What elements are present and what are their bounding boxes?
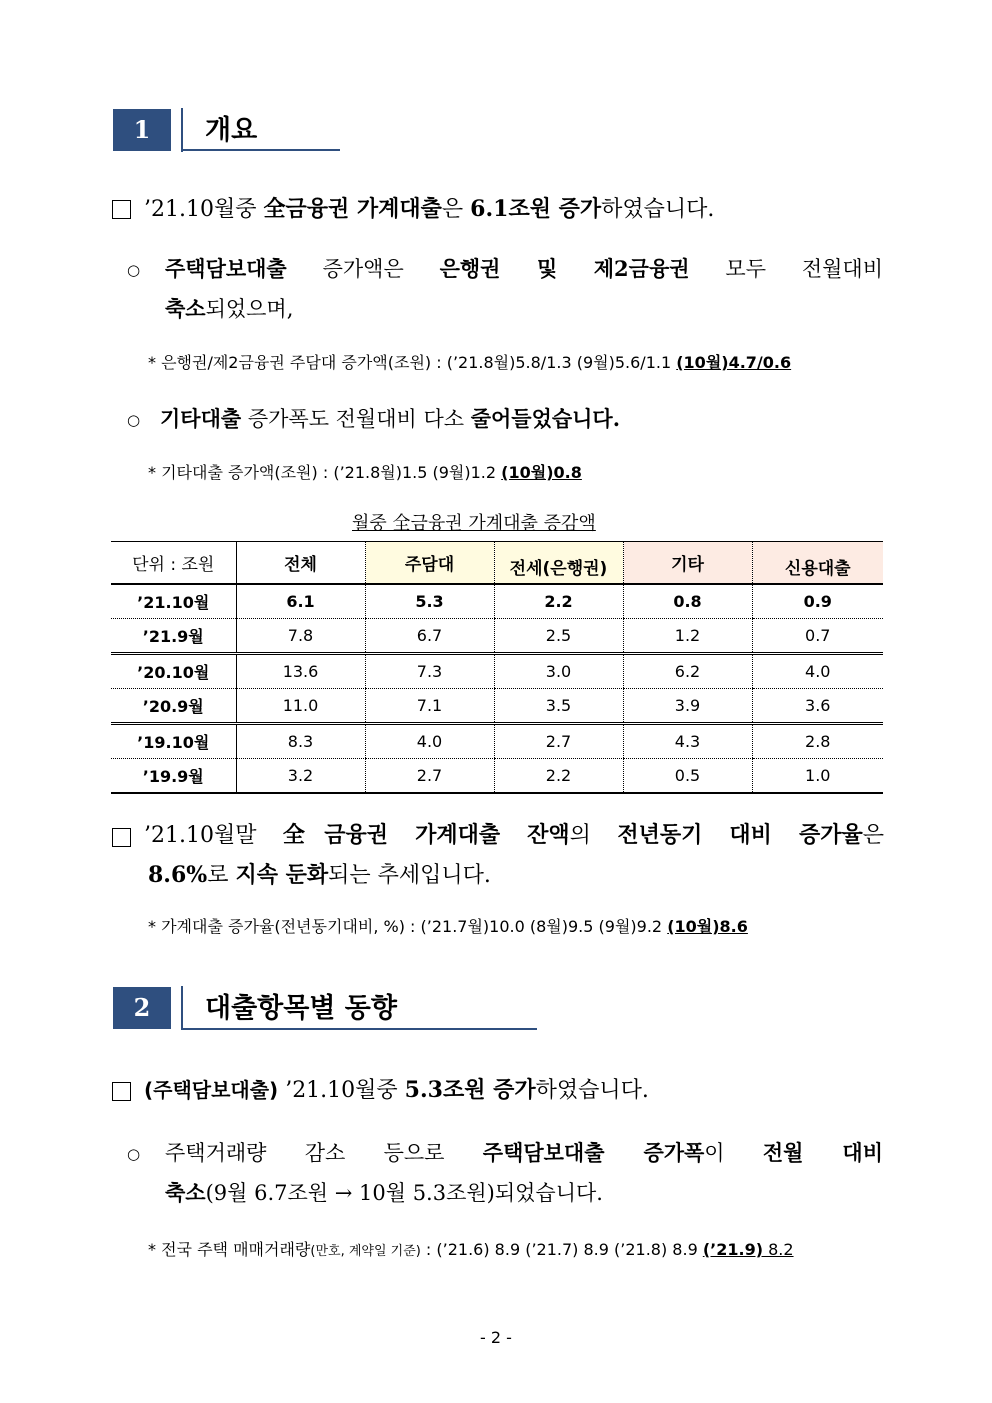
sub-paragraph-1-line-2	[165, 289, 293, 329]
text: * 가계대출 증가율(전년동기대비, %) : (’21.7월)10.0 (8월)9.5 (9월)9.2	[148, 917, 668, 936]
text: * 은행권/제2금융권 주담대 증가액(조원) : (’21.8월)5.8/1.3 (9월)5.6/1.1	[148, 353, 677, 372]
table-row	[111, 759, 883, 794]
header-credit: 신용대출	[752, 542, 883, 585]
sub-paragraph-3-line-1	[165, 1133, 883, 1173]
paragraph-1	[144, 190, 894, 229]
text: ’21.10월중	[278, 1078, 405, 1103]
cell: 0.9	[752, 584, 883, 619]
paragraph-2-line-1	[144, 816, 884, 855]
cell: 3.9	[623, 689, 752, 724]
text: 줄어들었습니다.	[470, 406, 621, 431]
header-other: 기타	[623, 542, 752, 585]
cell: 6.7	[365, 619, 494, 654]
cell: 6.2	[623, 654, 752, 689]
text: (10월)4.7/0.6	[676, 353, 792, 372]
cell: 2.7	[494, 724, 623, 759]
cell: 7.8	[236, 619, 365, 654]
cell: 2.2	[494, 759, 623, 794]
section-underline-1	[182, 149, 340, 151]
text: 하였습니다.	[601, 197, 715, 222]
cell: 0.7	[752, 619, 883, 654]
cell: 3.5	[494, 689, 623, 724]
cell: 4.3	[623, 724, 752, 759]
cell: 5.3	[365, 584, 494, 619]
cell: 1.2	[623, 619, 752, 654]
table-row	[111, 619, 883, 654]
text: 5.3조원 증가	[404, 1077, 536, 1103]
text: 증가폭도 전월대비 다소	[241, 407, 471, 431]
text: (9월 6.7조원 → 10월 5.3조원)되었습니다.	[205, 1181, 603, 1205]
text: 주택담보대출 증가폭	[482, 1140, 705, 1165]
note-1	[148, 351, 791, 375]
unit-label: 단위 : 조원	[111, 542, 236, 585]
checkbox-bullet	[112, 828, 131, 847]
section-underline-2	[182, 1028, 537, 1030]
text: (10월)8.6	[667, 917, 748, 936]
cell: 2.8	[752, 724, 883, 759]
text: 全금융권 가계대출	[263, 196, 442, 222]
text: 되었으며,	[205, 297, 294, 321]
text: (’21.9)	[702, 1240, 764, 1259]
text: * 기타대출 증가액(조원) : (’21.8월)1.5 (9월)1.2	[148, 463, 502, 482]
section-title-1: 개요	[205, 115, 258, 146]
cell: 4.0	[365, 724, 494, 759]
text: 주택담보대출	[165, 256, 287, 281]
text: 주택거래량 감소 등으로	[165, 1141, 483, 1165]
section-divider-1	[181, 108, 183, 152]
circle-bullet: ○	[127, 411, 141, 429]
header-mortgage: 주담대	[365, 542, 494, 585]
sub-paragraph-1-line-1	[165, 249, 883, 289]
text: 의	[569, 823, 618, 848]
section-divider-2	[181, 986, 183, 1030]
cell: 4.0	[752, 654, 883, 689]
row-label: ’20.9월	[111, 689, 236, 724]
text: ’21.10월중	[144, 197, 264, 222]
cell: 1.0	[752, 759, 883, 794]
text: 모두 전월대비	[689, 257, 883, 281]
text: 축소	[165, 1180, 206, 1205]
cell: 3.6	[752, 689, 883, 724]
cell: 7.1	[365, 689, 494, 724]
sub-paragraph-3-line-2	[165, 1173, 603, 1213]
text: 전년동기 대비 증가율	[617, 822, 863, 848]
text: 이	[704, 1141, 763, 1165]
cell: 3.0	[494, 654, 623, 689]
sub-paragraph-2	[160, 399, 620, 439]
note-4	[148, 1238, 794, 1264]
row-label: ’19.10월	[111, 724, 236, 759]
page-number: - 2 -	[480, 1328, 512, 1347]
text: 지속 둔화	[235, 862, 329, 888]
text: 로	[207, 863, 236, 888]
table-header-row	[111, 542, 883, 585]
text: (만호, 계약일 기준)	[310, 1244, 421, 1259]
paragraph-3	[144, 1071, 649, 1110]
paragraph-2-line-2	[148, 856, 491, 895]
section-number-2: 2	[113, 987, 171, 1029]
text: (주택담보대출)	[144, 1078, 279, 1102]
note-3	[148, 915, 748, 939]
row-label: ’19.9월	[111, 759, 236, 794]
text: 은행권 및 제2금융권	[439, 256, 690, 281]
header-jeonse: 전세(은행권)	[494, 542, 623, 585]
cell: 3.2	[236, 759, 365, 794]
text: 증가액은	[286, 257, 440, 281]
table-row	[111, 689, 883, 724]
loan-change-table	[111, 541, 883, 794]
circle-bullet: ○	[127, 261, 141, 279]
cell: 0.8	[623, 584, 752, 619]
text: (10월)0.8	[501, 463, 582, 482]
note-2	[148, 461, 582, 485]
cell: 0.5	[623, 759, 752, 794]
cell: 2.5	[494, 619, 623, 654]
text: 은	[862, 823, 884, 848]
row-label: ’21.10월	[111, 584, 236, 619]
text: 8.2	[763, 1240, 794, 1259]
text: * 전국 주택 매매거래량	[148, 1240, 311, 1259]
text: : (’21.6) 8.9 (’21.7) 8.9 (’21.8) 8.9	[420, 1240, 703, 1259]
row-label: ’21.9월	[111, 619, 236, 654]
section-title-2: 대출항목별 동향	[205, 993, 397, 1024]
checkbox-bullet	[112, 1082, 131, 1101]
cell: 13.6	[236, 654, 365, 689]
text: 8.6%	[148, 862, 208, 888]
header-total: 전체	[236, 542, 365, 585]
cell: 7.3	[365, 654, 494, 689]
section-number-1: 1	[113, 109, 171, 151]
cell: 8.3	[236, 724, 365, 759]
table-row	[111, 724, 883, 759]
table-row	[111, 584, 883, 619]
row-label: ’20.10월	[111, 654, 236, 689]
text: 全금융권 가계대출 잔액	[282, 822, 570, 848]
cell: 2.2	[494, 584, 623, 619]
text: 은	[441, 197, 471, 222]
circle-bullet: ○	[127, 1145, 141, 1163]
cell: 2.7	[365, 759, 494, 794]
text: 6.1조원 증가	[470, 196, 602, 222]
text: 되는 추세입니다.	[328, 863, 491, 888]
text: 축소	[165, 296, 206, 321]
text: ’21.10월말	[144, 823, 283, 848]
text: 전월 대비	[762, 1140, 883, 1165]
checkbox-bullet	[112, 200, 131, 219]
cell: 11.0	[236, 689, 365, 724]
table-row	[111, 654, 883, 689]
cell: 6.1	[236, 584, 365, 619]
text: 하였습니다.	[535, 1078, 649, 1103]
text: 기타대출	[160, 406, 242, 431]
table-caption: 월중 全금융권 가계대출 증감액	[352, 513, 596, 534]
